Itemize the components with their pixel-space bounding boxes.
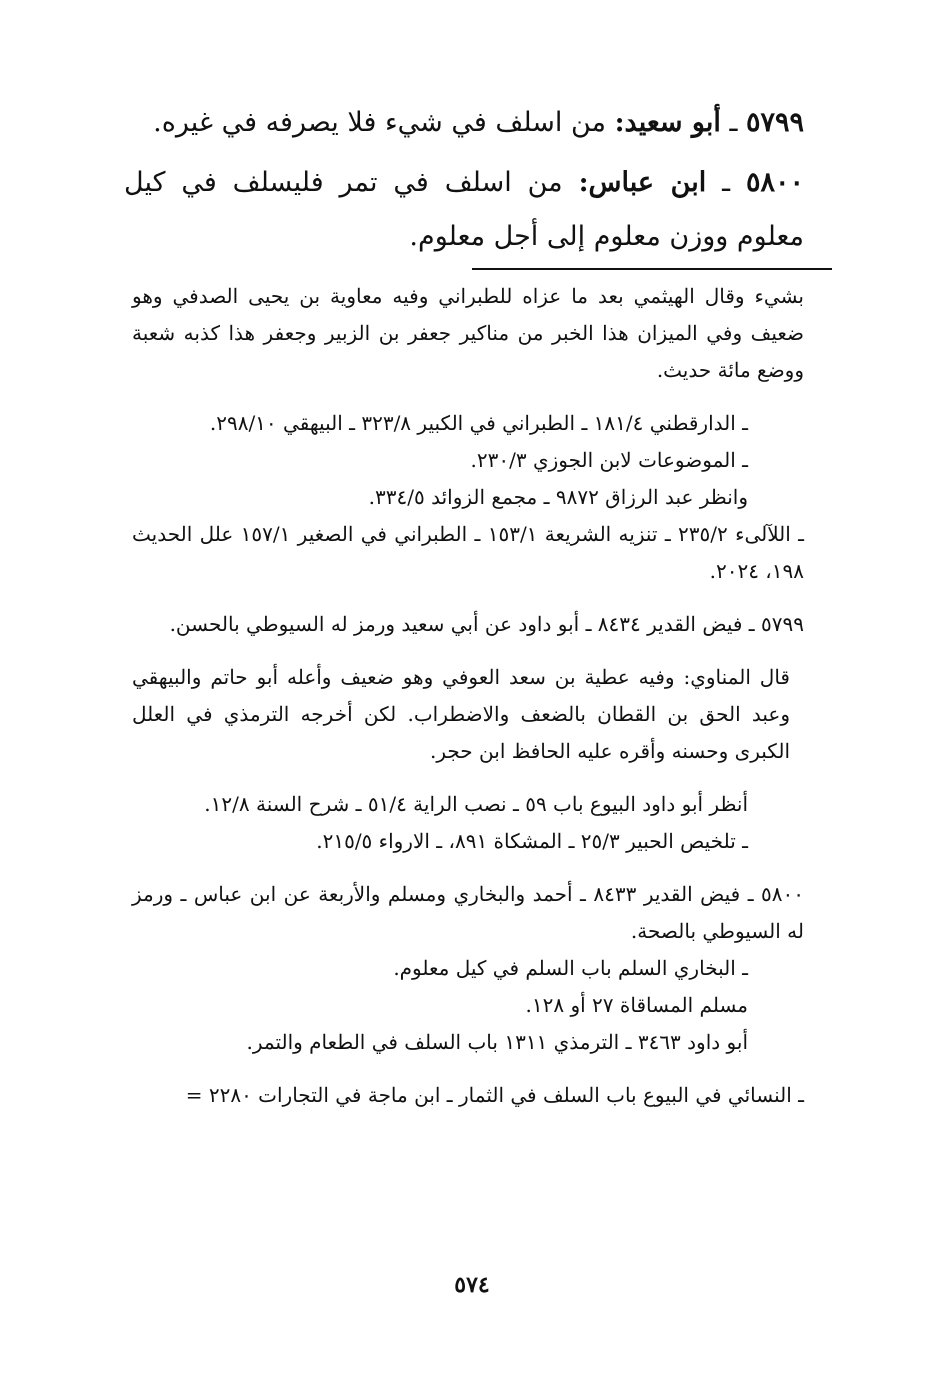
footnote-separator	[472, 268, 832, 270]
reference-line-last: ـ النسائي في البيوع باب السلف في الثمار ـ ابن ماجة في التجارات ٢٢٨٠ =	[185, 1083, 804, 1107]
reference-line: وانظر عبد الرزاق ٩٨٧٢ ـ مجمع الزوائد ٣٣٤/٥.	[368, 485, 748, 509]
reference-line: أبو داود ٣٤٦٣ ـ الترمذي ١٣١١ باب السلف في الطعام والتمر.	[246, 1030, 748, 1054]
hadith-number: ٥٧٩٩	[745, 107, 804, 138]
footnote-continuation: بشيء وقال الهيثمي بعد ما عزاه للطبراني وفيه معاوية بن يحيى الصدفي وهو ضعيف وفي الميزان هذا الخبر من مناكير جعفر بن الزبير وجعفر هذا كذبه شعبة ووضع مائة حديث.	[132, 284, 804, 382]
hadith-narrator: أبو سعيد:	[614, 107, 721, 138]
reference-line: ـ الدارقطني ١٨١/٤ ـ الطبراني في الكبير ٣٢٣/٨ ـ البيهقي ٢٩٨/١٠.	[209, 411, 748, 435]
hadith-narrator: ابن عباس:	[578, 167, 707, 198]
page-number: ٥٧٤	[454, 1272, 490, 1298]
reference-line: أنظر أبو داود البيوع باب ٥٩ ـ نصب الراية ٥١/٤ ـ شرح السنة ١٢/٨.	[204, 792, 748, 816]
footnote-5799: ٥٧٩٩ ـ فيض القدير ٨٤٣٤ ـ أبو داود عن أبي سعيد ورمز له السيوطي بالحسن.	[169, 612, 804, 636]
hadith-text: من اسلف في تمر فليسلف في كيل معلوم ووزن معلوم إلى أجل معلوم.	[124, 167, 804, 252]
munawi-comment: قال المناوي: وفيه عطية بن سعد العوفي وهو ضعيف وأعله أبو حاتم والبيهقي وعبد الحق بن القطان بالضعف والاضطراب. لكن أخرجه الترمذي في العلل الكبرى وحسنه وأقره عليه الحافظ ابن حجر.	[132, 665, 790, 763]
footnote-5800: ٥٨٠٠ ـ فيض القدير ٨٤٣٣ ـ أحمد والبخاري ومسلم والأربعة عن ابن عباس ـ ورمز له السيوطي بالصحة.	[132, 882, 804, 943]
reference-line: ـ الموضوعات لابن الجوزي ٢٣٠/٣.	[470, 448, 748, 472]
hadith-text: من اسلف في شيء فلا يصرفه في غيره.	[153, 107, 606, 138]
reference-line: مسلم المساقاة ٢٧ أو ١٢٨.	[525, 993, 748, 1017]
hadith-section	[124, 96, 804, 270]
reference-line: ـ البخاري السلم باب السلم في كيل معلوم.	[393, 956, 748, 980]
hadith-5800: ٥٨٠٠ ـ ابن عباس: من اسلف في تمر فليسلف في كيل معلوم ووزن معلوم إلى أجل معلوم.	[124, 167, 804, 252]
footnotes	[132, 278, 804, 1114]
hadith-number: ٥٨٠٠	[745, 167, 804, 198]
hadith-5799: ٥٧٩٩ ـ أبو سعيد: من اسلف في شيء فلا يصرفه في غيره.	[153, 107, 804, 138]
reference-line: ـ تلخيص الحبير ٢٥/٣ ـ المشكاة ٨٩١، ـ الارواء ٢١٥/٥.	[316, 829, 748, 853]
reference-line: ـ اللآلىء ٢٣٥/٢ ـ تنزيه الشريعة ١٥٣/١ ـ الطبراني في الصغير ١٥٧/١ علل الحديث ١٩٨، ٢٠٢٤.	[132, 522, 805, 583]
